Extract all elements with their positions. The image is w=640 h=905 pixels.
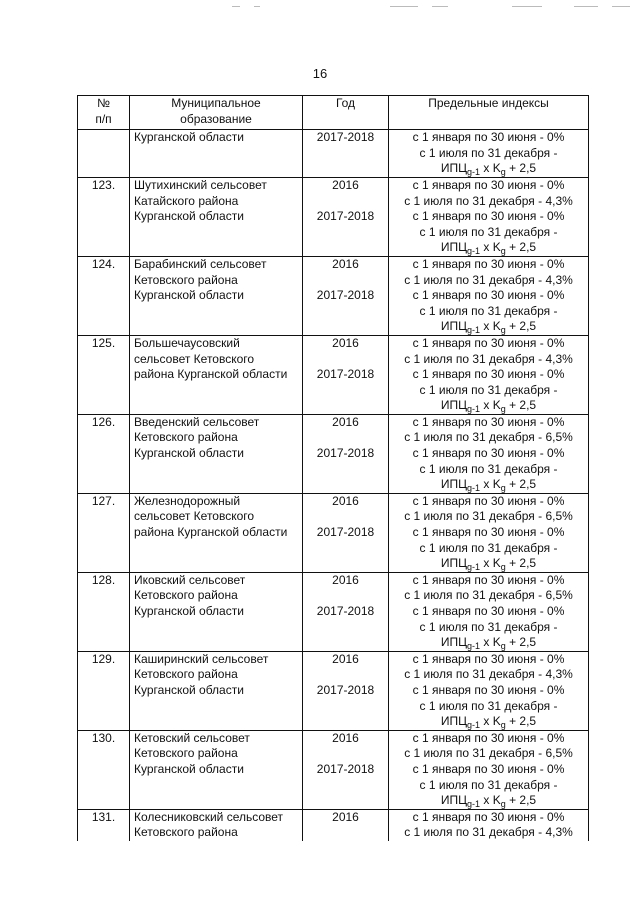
index-formula: $ИПЦ_{g-1}$ x $K_g + 2,5$ — [440, 319, 537, 336]
year-gap — [303, 194, 388, 210]
municipality-line: Катайского района — [134, 193, 239, 208]
year-cell — [303, 335, 389, 414]
municipality-cell — [130, 335, 303, 414]
year-cell — [303, 414, 389, 493]
index-line: с 1 июля по 31 декабря - 4,3% — [404, 825, 573, 840]
formula-subscript: g — [500, 404, 506, 415]
index-line: с 1 июля по 31 декабря - — [419, 619, 558, 634]
municipality-cell — [130, 572, 303, 651]
index-line: с 1 января по 30 июня - 0% — [412, 335, 565, 350]
index-line: с 1 января по 30 июня - 0% — [412, 367, 565, 382]
index-formula: $ИПЦ_{g-1}$ x $K_g + 2,5$ — [440, 714, 537, 731]
year-value: 2016 — [332, 414, 359, 429]
formula-subscript: g-1 — [467, 404, 481, 415]
year-cell — [303, 177, 389, 256]
year-cell — [303, 130, 389, 178]
table-row — [78, 130, 589, 178]
table-row — [78, 730, 589, 809]
index-cell — [389, 177, 589, 256]
year-value: 2016 — [332, 572, 359, 587]
year-value: 2017-2018 — [316, 761, 375, 776]
formula-subscript: g — [500, 483, 506, 494]
year-cell — [303, 493, 389, 572]
formula-subscript: g — [500, 246, 506, 257]
index-formula: $ИПЦ_{g-1}$ x $K_g + 2,5$ — [440, 398, 537, 415]
index-line: с 1 июля по 31 декабря - — [419, 461, 558, 476]
index-line: с 1 января по 30 июня - 0% — [412, 651, 565, 666]
header-index: Предельные индексы — [389, 96, 589, 130]
municipality-line: Введенский сельсовет — [134, 414, 260, 429]
municipality-line: сельсовет Кетовского — [134, 509, 255, 524]
year-gap — [303, 430, 388, 446]
year-value: 2016 — [332, 256, 359, 271]
year-value: 2017-2018 — [316, 525, 375, 540]
year-cell — [303, 256, 389, 335]
formula-subscript: g-1 — [467, 720, 481, 731]
table-row — [78, 414, 589, 493]
table-row — [78, 177, 589, 256]
index-line: с 1 января по 30 июня - 0% — [412, 493, 565, 508]
index-line: с 1 июля по 31 декабря - 4,3% — [404, 193, 573, 208]
formula-subscript: g-1 — [467, 641, 481, 652]
index-line: с 1 января по 30 июня - 0% — [412, 761, 565, 776]
table-row — [78, 335, 589, 414]
index-line: с 1 июля по 31 декабря - — [419, 382, 558, 397]
index-cell — [389, 335, 589, 414]
municipality-line: Курганской области — [134, 209, 244, 224]
municipality-line: Кетовского района — [134, 825, 238, 840]
municipality-line: сельсовет Кетовского — [134, 351, 255, 366]
row-number: 124. — [78, 256, 130, 335]
municipality-line: Большечаусовский — [134, 335, 240, 350]
index-line: с 1 января по 30 июня - 0% — [412, 414, 565, 429]
municipality-cell — [130, 130, 303, 178]
index-line: с 1 января по 30 июня - 0% — [412, 604, 565, 618]
municipality-cell — [130, 651, 303, 730]
year-gap — [303, 273, 388, 289]
year-cell — [303, 651, 389, 730]
index-line: с 1 января по 30 июня - 0% — [412, 809, 565, 824]
table-header-row — [78, 96, 589, 130]
municipality-line: Колесниковский сельсовет — [134, 809, 284, 824]
tariff-index-table — [77, 95, 589, 841]
municipality-line: Курганской области — [134, 682, 244, 697]
table-row — [78, 493, 589, 572]
formula-subscript: g-1 — [467, 562, 481, 573]
formula-subscript: g-1 — [467, 167, 481, 178]
year-value: 2016 — [332, 651, 359, 666]
index-line: с 1 июля по 31 декабря - 6,5% — [404, 430, 573, 445]
formula-subscript: g — [500, 799, 506, 810]
table-row — [78, 651, 589, 730]
index-line: с 1 января по 30 июня - 0% — [412, 256, 565, 271]
index-line: с 1 июля по 31 декабря - 6,5% — [404, 509, 573, 524]
year-gap — [303, 667, 388, 683]
municipality-line: Кетовского района — [134, 272, 238, 287]
municipality-line: Кетовского района — [134, 746, 238, 761]
formula-subscript: g-1 — [467, 246, 481, 257]
table-row — [78, 572, 589, 651]
index-cell — [389, 414, 589, 493]
row-number: 128. — [78, 572, 130, 651]
index-line: с 1 января по 30 июня - 0% — [412, 288, 565, 303]
index-line: с 1 января по 30 июня - 0% — [412, 572, 565, 587]
index-cell — [389, 493, 589, 572]
index-cell — [389, 730, 589, 809]
index-formula: $ИПЦ_{g-1}$ x $K_g + 2,5$ — [440, 477, 537, 494]
year-gap — [303, 746, 388, 762]
municipality-line: Курганской области — [134, 288, 244, 303]
index-cell — [389, 651, 589, 730]
year-value: 2016 — [332, 730, 359, 745]
index-line: с 1 июля по 31 декабря - — [419, 698, 558, 713]
formula-subscript: g — [500, 641, 506, 652]
index-formula: $ИПЦ_{g-1}$ x $K_g + 2,5$ — [440, 793, 537, 810]
formula-subscript: g-1 — [467, 325, 481, 336]
formula-subscript: g — [500, 720, 506, 731]
formula-subscript: g-1 — [467, 483, 481, 494]
year-cell — [303, 809, 389, 841]
index-line: с 1 июля по 31 декабря - 6,5% — [404, 588, 573, 603]
row-number: 130. — [78, 730, 130, 809]
municipality-line: района Курганской области — [134, 525, 288, 540]
year-value: 2017-2018 — [316, 682, 375, 697]
municipality-cell — [130, 414, 303, 493]
index-cell — [389, 572, 589, 651]
municipality-cell — [130, 177, 303, 256]
row-number: 127. — [78, 493, 130, 572]
municipality-line: Курганской области — [134, 604, 244, 618]
municipality-line: Иковский сельсовет — [134, 572, 246, 587]
year-value: 2016 — [332, 177, 359, 192]
index-cell — [389, 130, 589, 178]
municipality-line: Курганской области — [134, 446, 244, 461]
formula-subscript: g — [500, 167, 506, 178]
index-cell — [389, 256, 589, 335]
year-cell — [303, 730, 389, 809]
year-gap — [303, 352, 388, 368]
row-number: 129. — [78, 651, 130, 730]
formula-subscript: g-1 — [467, 799, 481, 810]
municipality-line: Курганской области — [134, 130, 244, 145]
year-value: 2016 — [332, 335, 359, 350]
table-row — [78, 809, 589, 841]
index-line: с 1 июля по 31 декабря - 6,5% — [404, 746, 573, 761]
municipality-line: Барабинский сельсовет — [134, 256, 267, 271]
table-row — [78, 256, 589, 335]
year-value: 2017-2018 — [316, 130, 375, 145]
municipality-line: Кетовского района — [134, 667, 238, 682]
index-formula: $ИПЦ_{g-1}$ x $K_g + 2,5$ — [440, 635, 537, 652]
index-line: с 1 июля по 31 декабря - — [419, 540, 558, 555]
header-num: № п/п — [78, 96, 130, 130]
municipality-cell — [130, 493, 303, 572]
index-line: с 1 июля по 31 декабря - — [419, 303, 558, 318]
index-line: с 1 июля по 31 декабря - 4,3% — [404, 667, 573, 682]
year-value: 2016 — [332, 809, 359, 824]
formula-subscript: g — [500, 562, 506, 573]
index-line: с 1 января по 30 июня - 0% — [412, 446, 565, 461]
year-cell — [303, 572, 389, 651]
year-gap — [303, 509, 388, 525]
index-line: с 1 июля по 31 декабря - 4,3% — [404, 272, 573, 287]
year-value: 2017-2018 — [316, 367, 375, 382]
year-value: 2017-2018 — [316, 604, 375, 618]
index-line: с 1 января по 30 июня - 0% — [412, 525, 565, 540]
index-line: с 1 января по 30 июня - 0% — [412, 177, 565, 192]
municipality-line: Железнодорожный — [134, 493, 241, 508]
header-year: Год — [303, 96, 389, 130]
municipality-cell — [130, 730, 303, 809]
index-formula: $ИПЦ_{g-1}$ x $K_g + 2,5$ — [440, 161, 537, 178]
index-cell — [389, 809, 589, 841]
municipality-line: Кетовский сельсовет — [134, 730, 250, 745]
municipality-line: Шутихинский сельсовет — [134, 177, 267, 192]
index-line: с 1 января по 30 июня - 0% — [412, 682, 565, 697]
row-number: 131. — [78, 809, 130, 841]
scan-marks — [0, 6, 640, 10]
index-line: с 1 января по 30 июня - 0% — [412, 209, 565, 224]
page-number: 16 — [312, 66, 328, 81]
municipality-cell — [130, 809, 303, 841]
municipality-line: Кетовского района — [134, 430, 238, 445]
index-line: с 1 января по 30 июня - 0% — [412, 730, 565, 745]
index-formula: $ИПЦ_{g-1}$ x $K_g + 2,5$ — [440, 556, 537, 573]
year-value: 2016 — [332, 493, 359, 508]
row-number: 125. — [78, 335, 130, 414]
row-number: 123. — [78, 177, 130, 256]
municipality-cell — [130, 256, 303, 335]
municipality-line: Кетовского района — [134, 588, 238, 603]
year-gap — [303, 588, 388, 604]
municipality-line: Каширинский сельсовет — [134, 651, 269, 666]
year-value: 2017-2018 — [316, 209, 375, 224]
index-line: с 1 января по 30 июня - 0% — [412, 130, 565, 145]
header-municipality: Муниципальное образование — [130, 96, 303, 130]
index-line: с 1 июля по 31 декабря - — [419, 224, 558, 239]
formula-subscript: g — [500, 325, 506, 336]
index-line: с 1 июля по 31 декабря - — [419, 145, 558, 160]
year-value: 2017-2018 — [316, 446, 375, 461]
row-number — [78, 130, 130, 178]
municipality-line: Курганской области — [134, 761, 244, 776]
index-line: с 1 июля по 31 декабря - 4,3% — [404, 351, 573, 366]
index-formula: $ИПЦ_{g-1}$ x $K_g + 2,5$ — [440, 240, 537, 257]
index-line: с 1 июля по 31 декабря - — [419, 777, 558, 792]
year-value: 2017-2018 — [316, 288, 375, 303]
municipality-line: района Курганской области — [134, 367, 288, 382]
row-number: 126. — [78, 414, 130, 493]
